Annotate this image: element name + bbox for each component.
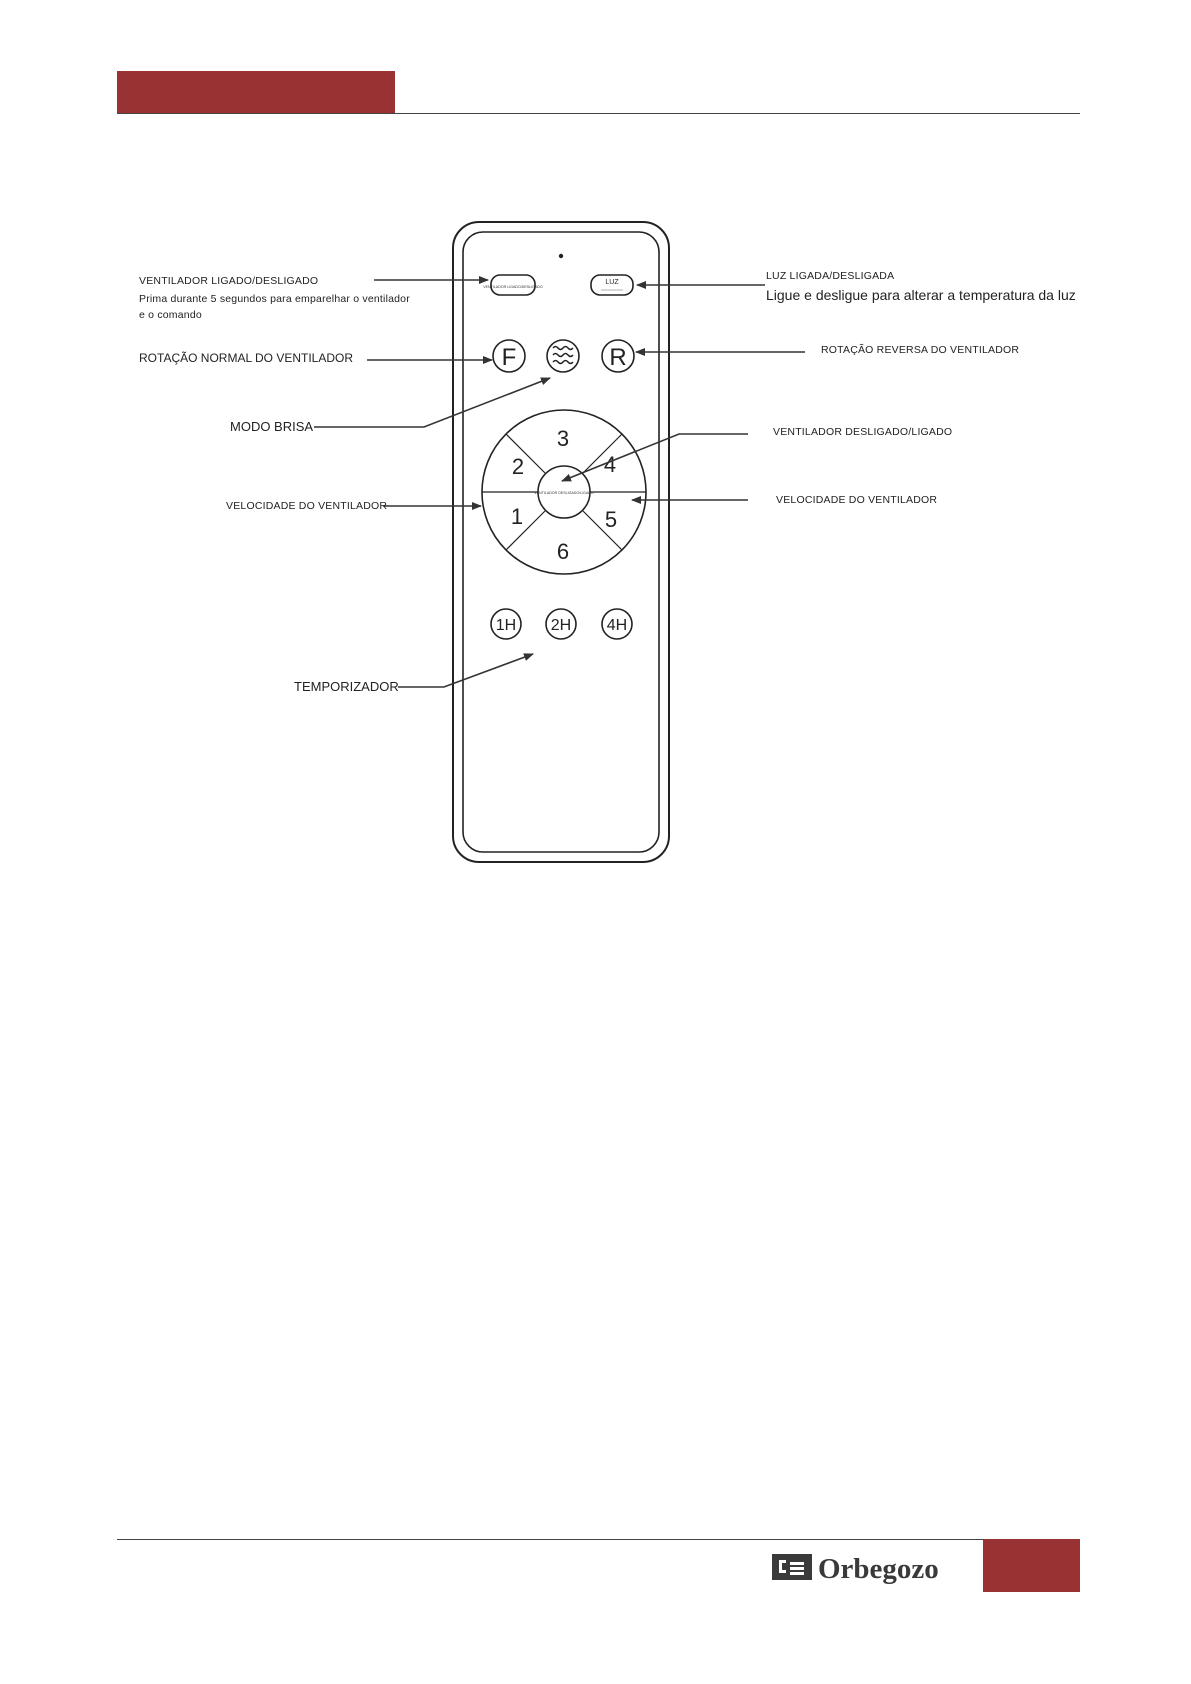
brand-wordmark: Orbegozo <box>818 1553 939 1585</box>
normal-rotation-label: ROTAÇÃO NORMAL DO VENTILADOR <box>139 351 354 365</box>
svg-text:2H: 2H <box>550 617 572 634</box>
light-desc: Ligue e desligue para alterar a temperatura da luz <box>766 287 1076 303</box>
speed-5-button[interactable]: 5 <box>604 507 618 532</box>
orbegozo-logo <box>768 1548 973 1588</box>
reverse-rotation-label: ROTAÇÃO REVERSA DO VENTILADOR <box>821 344 1020 356</box>
fan-power-desc-line1: Prima durante 5 segundos para emparelhar o ventilador <box>139 293 410 305</box>
forward-label: F <box>501 344 517 371</box>
breeze-mode-label: MODO BRISA <box>230 419 314 434</box>
arrow-timer <box>398 654 533 687</box>
fan-power-button-text: VENTILADOR LIGADO/DESLIGADO <box>483 285 543 289</box>
fan-power-desc-line2: e o comando <box>139 309 202 321</box>
timer-label: TEMPORIZADOR <box>294 679 399 694</box>
arrow-fan-off-on <box>562 434 748 481</box>
speed-6-button[interactable]: 6 <box>556 539 570 564</box>
speed-1-button[interactable]: 1 <box>510 504 524 529</box>
arrow-breeze-mode <box>314 378 550 427</box>
speed-3-button[interactable]: 3 <box>556 426 570 451</box>
fan-off-on-label: VENTILADOR DESLIGADO/LIGADO <box>773 426 953 438</box>
speed-4-button[interactable]: 4 <box>603 452 617 477</box>
footer-rule <box>117 1539 983 1540</box>
speed-left-label: VELOCIDADE DO VENTILADOR <box>226 500 388 512</box>
svg-text:4H: 4H <box>606 617 628 634</box>
light-button-text: LUZ <box>605 279 619 286</box>
speed-2-button[interactable]: 2 <box>511 454 525 479</box>
fan-power-title: VENTILADOR LIGADO/DESLIGADO <box>139 275 319 287</box>
footer-accent-box <box>983 1539 1080 1592</box>
reverse-label: R <box>609 344 627 371</box>
svg-text:1H: 1H <box>495 617 517 634</box>
light-title: LUZ LIGADA/DESLIGADA <box>766 270 895 282</box>
dial-center-text: VENTILADOR DESLIGADO/LIGADO <box>534 491 594 495</box>
speed-right-label: VELOCIDADE DO VENTILADOR <box>776 494 938 506</box>
